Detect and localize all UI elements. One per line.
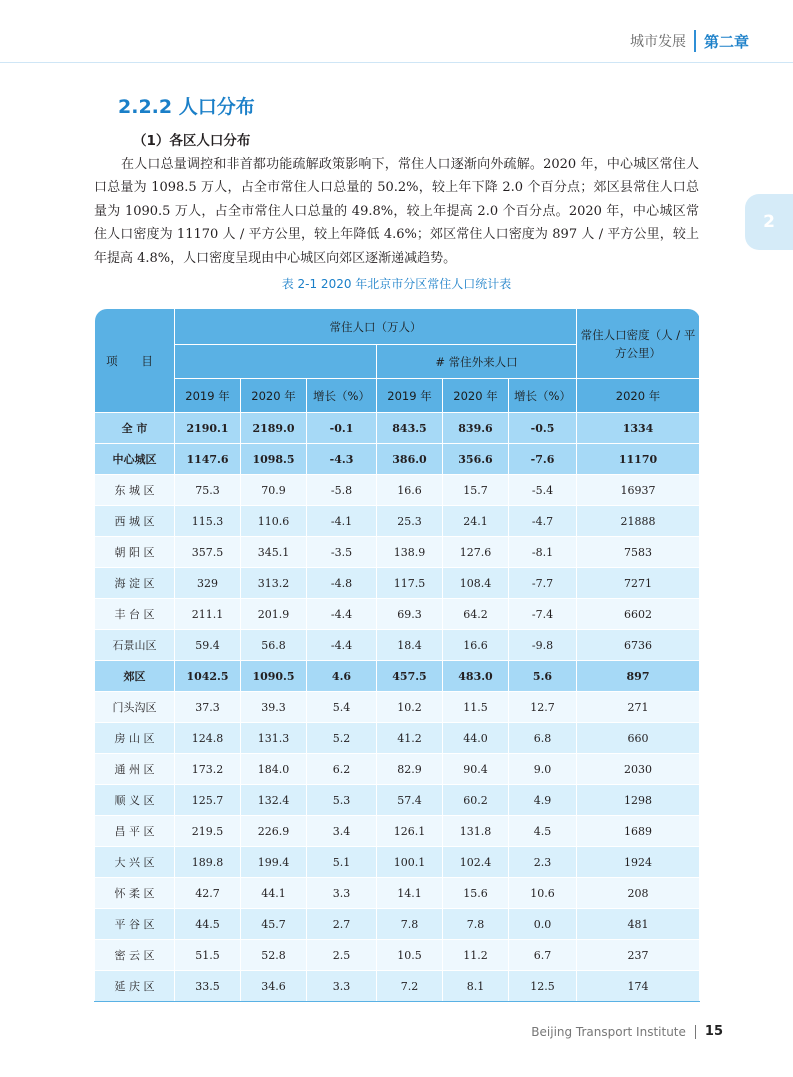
col-header: 2020 年 <box>443 379 509 413</box>
table-row <box>95 661 700 692</box>
row-label: 怀 柔 区 <box>95 878 175 909</box>
table-cell: 70.9 <box>241 475 307 506</box>
table-cell: 5.6 <box>509 661 577 692</box>
table-caption: 表 2-1 2020 年北京市分区常住人口统计表 <box>281 277 512 291</box>
table-cell: 108.4 <box>443 568 509 599</box>
table-cell: 2.3 <box>509 847 577 878</box>
table-cell: 3.3 <box>307 878 377 909</box>
table-cell: 1147.6 <box>175 444 241 475</box>
row-label: 中心城区 <box>95 444 175 475</box>
table-row <box>95 847 700 878</box>
table-cell: 2030 <box>577 754 700 785</box>
table-cell: 6.7 <box>509 940 577 971</box>
chapter-header <box>630 28 749 54</box>
table-row <box>95 506 700 537</box>
table-cell: 125.7 <box>175 785 241 816</box>
table-cell: 0.0 <box>509 909 577 940</box>
row-label: 平 谷 区 <box>95 909 175 940</box>
table-row <box>95 785 700 816</box>
table-cell: 5.2 <box>307 723 377 754</box>
table-cell: 41.2 <box>377 723 443 754</box>
table-cell: 4.5 <box>509 816 577 847</box>
table-cell: 11.5 <box>443 692 509 723</box>
table-cell: 34.6 <box>241 971 307 1002</box>
table-body <box>95 413 700 1002</box>
page-footer <box>531 1024 723 1039</box>
row-label: 丰 台 区 <box>95 599 175 630</box>
col-header: 2019 年 <box>175 379 241 413</box>
table-row <box>95 413 700 444</box>
table-cell: 174 <box>577 971 700 1002</box>
table-cell: 4.6 <box>307 661 377 692</box>
table-cell: 7583 <box>577 537 700 568</box>
header-migrant-population: # 常住外来人口 <box>377 345 577 379</box>
table-cell: 660 <box>577 723 700 754</box>
table-cell: -8.1 <box>509 537 577 568</box>
header-resident-population: 常住人口（万人） <box>175 309 577 345</box>
table-cell: 10.2 <box>377 692 443 723</box>
table-cell: 10.6 <box>509 878 577 909</box>
table-cell: 75.3 <box>175 475 241 506</box>
table-row <box>95 568 700 599</box>
table-cell: 219.5 <box>175 816 241 847</box>
table-cell: -4.4 <box>307 599 377 630</box>
table-cell: 24.1 <box>443 506 509 537</box>
table-row <box>95 475 700 506</box>
table-cell: 131.8 <box>443 816 509 847</box>
table-cell: -4.1 <box>307 506 377 537</box>
table-cell: 184.0 <box>241 754 307 785</box>
footer-divider <box>695 1025 696 1039</box>
table-cell: 189.8 <box>175 847 241 878</box>
table-cell: 843.5 <box>377 413 443 444</box>
table-cell: 6.8 <box>509 723 577 754</box>
col-header: 2019 年 <box>377 379 443 413</box>
table-cell: 132.4 <box>241 785 307 816</box>
table-cell: 271 <box>577 692 700 723</box>
table-cell: 69.3 <box>377 599 443 630</box>
table-cell: 208 <box>577 878 700 909</box>
row-label: 密 云 区 <box>95 940 175 971</box>
table-cell: 6.2 <box>307 754 377 785</box>
table-cell: 457.5 <box>377 661 443 692</box>
table-cell: 313.2 <box>241 568 307 599</box>
table-cell: 1098.5 <box>241 444 307 475</box>
header-item: 项 目 <box>95 309 175 413</box>
table-cell: 199.4 <box>241 847 307 878</box>
table-cell: 100.1 <box>377 847 443 878</box>
population-table <box>94 308 700 1002</box>
table-cell: 7.2 <box>377 971 443 1002</box>
table-cell: 16937 <box>577 475 700 506</box>
table-row <box>95 630 700 661</box>
table-cell: -4.3 <box>307 444 377 475</box>
chapter-name: 城市发展 <box>629 34 686 50</box>
table-cell: 25.3 <box>377 506 443 537</box>
table-cell: 8.1 <box>443 971 509 1002</box>
table-cell: 51.5 <box>175 940 241 971</box>
table-cell: 52.8 <box>241 940 307 971</box>
table-cell: 357.5 <box>175 537 241 568</box>
table-cell: 60.2 <box>443 785 509 816</box>
body-paragraph: 在人口总量调控和非首都功能疏解政策影响下，常住人口逐渐向外疏解。2020 年，中心城区常住人口总量为 1098.5 万人，占全市常住人口总量的 50.2%，较上年下降 2.0 个百分点；郊区县常住人口总量为 1090.5 万人，占全市常住人口总量的 49.8%，较上年提高 2.0 个百分点。2020 年，中心城区常住人口密度为 11170 人 / 平方公里，较上年降低 4.6%；郊区常住人口密度为 897 人 / 平方公里，较上年提高 4.8%，人口密度呈现由中心城区向郊区逐渐递减趋势。 <box>94 157 699 266</box>
table-cell: -4.8 <box>307 568 377 599</box>
table-cell: 226.9 <box>241 816 307 847</box>
table-cell: 1042.5 <box>175 661 241 692</box>
table-cell: 14.1 <box>377 878 443 909</box>
table-cell: 115.3 <box>175 506 241 537</box>
chapter-side-tab <box>745 194 793 250</box>
table-cell: -3.5 <box>307 537 377 568</box>
table-cell: 37.3 <box>175 692 241 723</box>
table-cell: 173.2 <box>175 754 241 785</box>
table-cell: 138.9 <box>377 537 443 568</box>
table-row <box>95 878 700 909</box>
table-cell: 117.5 <box>377 568 443 599</box>
table-cell: 1689 <box>577 816 700 847</box>
table-cell: 16.6 <box>377 475 443 506</box>
table-cell: 44.5 <box>175 909 241 940</box>
table-cell: -7.7 <box>509 568 577 599</box>
row-label: 通 州 区 <box>95 754 175 785</box>
table-row <box>95 599 700 630</box>
table-cell: 9.0 <box>509 754 577 785</box>
table-row <box>95 444 700 475</box>
section-title: 2.2.2 人口分布 <box>118 96 255 118</box>
table-row <box>95 940 700 971</box>
table-cell: 59.4 <box>175 630 241 661</box>
table-row <box>95 754 700 785</box>
header-rule <box>0 62 793 63</box>
table-cell: -7.4 <box>509 599 577 630</box>
table-row <box>95 537 700 568</box>
chapter-number: 第二章 <box>703 32 749 51</box>
table-cell: 12.5 <box>509 971 577 1002</box>
table-cell: 127.6 <box>443 537 509 568</box>
table-cell: -5.4 <box>509 475 577 506</box>
table-cell: -5.8 <box>307 475 377 506</box>
table-cell: 42.7 <box>175 878 241 909</box>
row-label: 石景山区 <box>95 630 175 661</box>
table-cell: 483.0 <box>443 661 509 692</box>
table-cell: 102.4 <box>443 847 509 878</box>
table-cell: 1090.5 <box>241 661 307 692</box>
col-header: 2020 年 <box>241 379 307 413</box>
row-label: 全 市 <box>95 413 175 444</box>
table-cell: 64.2 <box>443 599 509 630</box>
table-cell: 481 <box>577 909 700 940</box>
row-label: 东 城 区 <box>95 475 175 506</box>
table-cell: 1334 <box>577 413 700 444</box>
table-cell: 11.2 <box>443 940 509 971</box>
table-cell: 16.6 <box>443 630 509 661</box>
table-cell: 10.5 <box>377 940 443 971</box>
table-cell: 126.1 <box>377 816 443 847</box>
table-cell: 839.6 <box>443 413 509 444</box>
table-cell: 45.7 <box>241 909 307 940</box>
table-cell: 57.4 <box>377 785 443 816</box>
row-label: 西 城 区 <box>95 506 175 537</box>
table-cell: 7.8 <box>377 909 443 940</box>
table-cell: 6602 <box>577 599 700 630</box>
table-row <box>95 971 700 1002</box>
table-cell: -4.4 <box>307 630 377 661</box>
table-cell: 3.3 <box>307 971 377 1002</box>
table-cell: 7.8 <box>443 909 509 940</box>
header-blank <box>175 345 377 379</box>
sub-title: （1）各区人口分布 <box>133 133 251 149</box>
footer-org: Beijing Transport Institute <box>531 1024 686 1039</box>
table-cell: 329 <box>175 568 241 599</box>
table-cell: 124.8 <box>175 723 241 754</box>
table-cell: 7271 <box>577 568 700 599</box>
table-cell: 44.0 <box>443 723 509 754</box>
table-cell: 2190.1 <box>175 413 241 444</box>
row-label: 顺 义 区 <box>95 785 175 816</box>
table-cell: 1924 <box>577 847 700 878</box>
table-cell: 15.7 <box>443 475 509 506</box>
row-label: 昌 平 区 <box>95 816 175 847</box>
table-cell: 5.3 <box>307 785 377 816</box>
table-cell: 2189.0 <box>241 413 307 444</box>
table-cell: 201.9 <box>241 599 307 630</box>
table-cell: 82.9 <box>377 754 443 785</box>
table-cell: 12.7 <box>509 692 577 723</box>
table-cell: 15.6 <box>443 878 509 909</box>
table-cell: 345.1 <box>241 537 307 568</box>
table-cell: 39.3 <box>241 692 307 723</box>
table-cell: 4.9 <box>509 785 577 816</box>
col-header: 2020 年 <box>577 379 700 413</box>
table-cell: -9.8 <box>509 630 577 661</box>
row-label: 大 兴 区 <box>95 847 175 878</box>
table-cell: -4.7 <box>509 506 577 537</box>
table-cell: 897 <box>577 661 700 692</box>
table-cell: 1298 <box>577 785 700 816</box>
table-cell: 2.7 <box>307 909 377 940</box>
table-cell: 356.6 <box>443 444 509 475</box>
row-label: 郊区 <box>95 661 175 692</box>
table-cell: 131.3 <box>241 723 307 754</box>
table-cell: 5.4 <box>307 692 377 723</box>
table-cell: 211.1 <box>175 599 241 630</box>
table-cell: 11170 <box>577 444 700 475</box>
row-label: 朝 阳 区 <box>95 537 175 568</box>
row-label: 海 淀 区 <box>95 568 175 599</box>
table-cell: -7.6 <box>509 444 577 475</box>
table-cell: 44.1 <box>241 878 307 909</box>
row-label: 延 庆 区 <box>95 971 175 1002</box>
table-cell: 237 <box>577 940 700 971</box>
table-cell: 5.1 <box>307 847 377 878</box>
table-cell: -0.5 <box>509 413 577 444</box>
table-row <box>95 909 700 940</box>
table-cell: 21888 <box>577 506 700 537</box>
table-cell: 3.4 <box>307 816 377 847</box>
table-cell: 386.0 <box>377 444 443 475</box>
table-cell: 110.6 <box>241 506 307 537</box>
side-tab-number: 2 <box>763 212 775 232</box>
table-cell: 6736 <box>577 630 700 661</box>
header-density: 常住人口密度（人 / 平方公里） <box>577 309 700 379</box>
table-cell: 56.8 <box>241 630 307 661</box>
table-cell: 90.4 <box>443 754 509 785</box>
table-row <box>95 692 700 723</box>
table-cell: 2.5 <box>307 940 377 971</box>
table-row <box>95 723 700 754</box>
row-label: 门头沟区 <box>95 692 175 723</box>
table-cell: -0.1 <box>307 413 377 444</box>
row-label: 房 山 区 <box>95 723 175 754</box>
table-row <box>95 816 700 847</box>
table-cell: 18.4 <box>377 630 443 661</box>
col-header: 增长（%） <box>509 379 577 413</box>
table-cell: 33.5 <box>175 971 241 1002</box>
page-number: 15 <box>704 1024 723 1039</box>
col-header: 增长（%） <box>307 379 377 413</box>
